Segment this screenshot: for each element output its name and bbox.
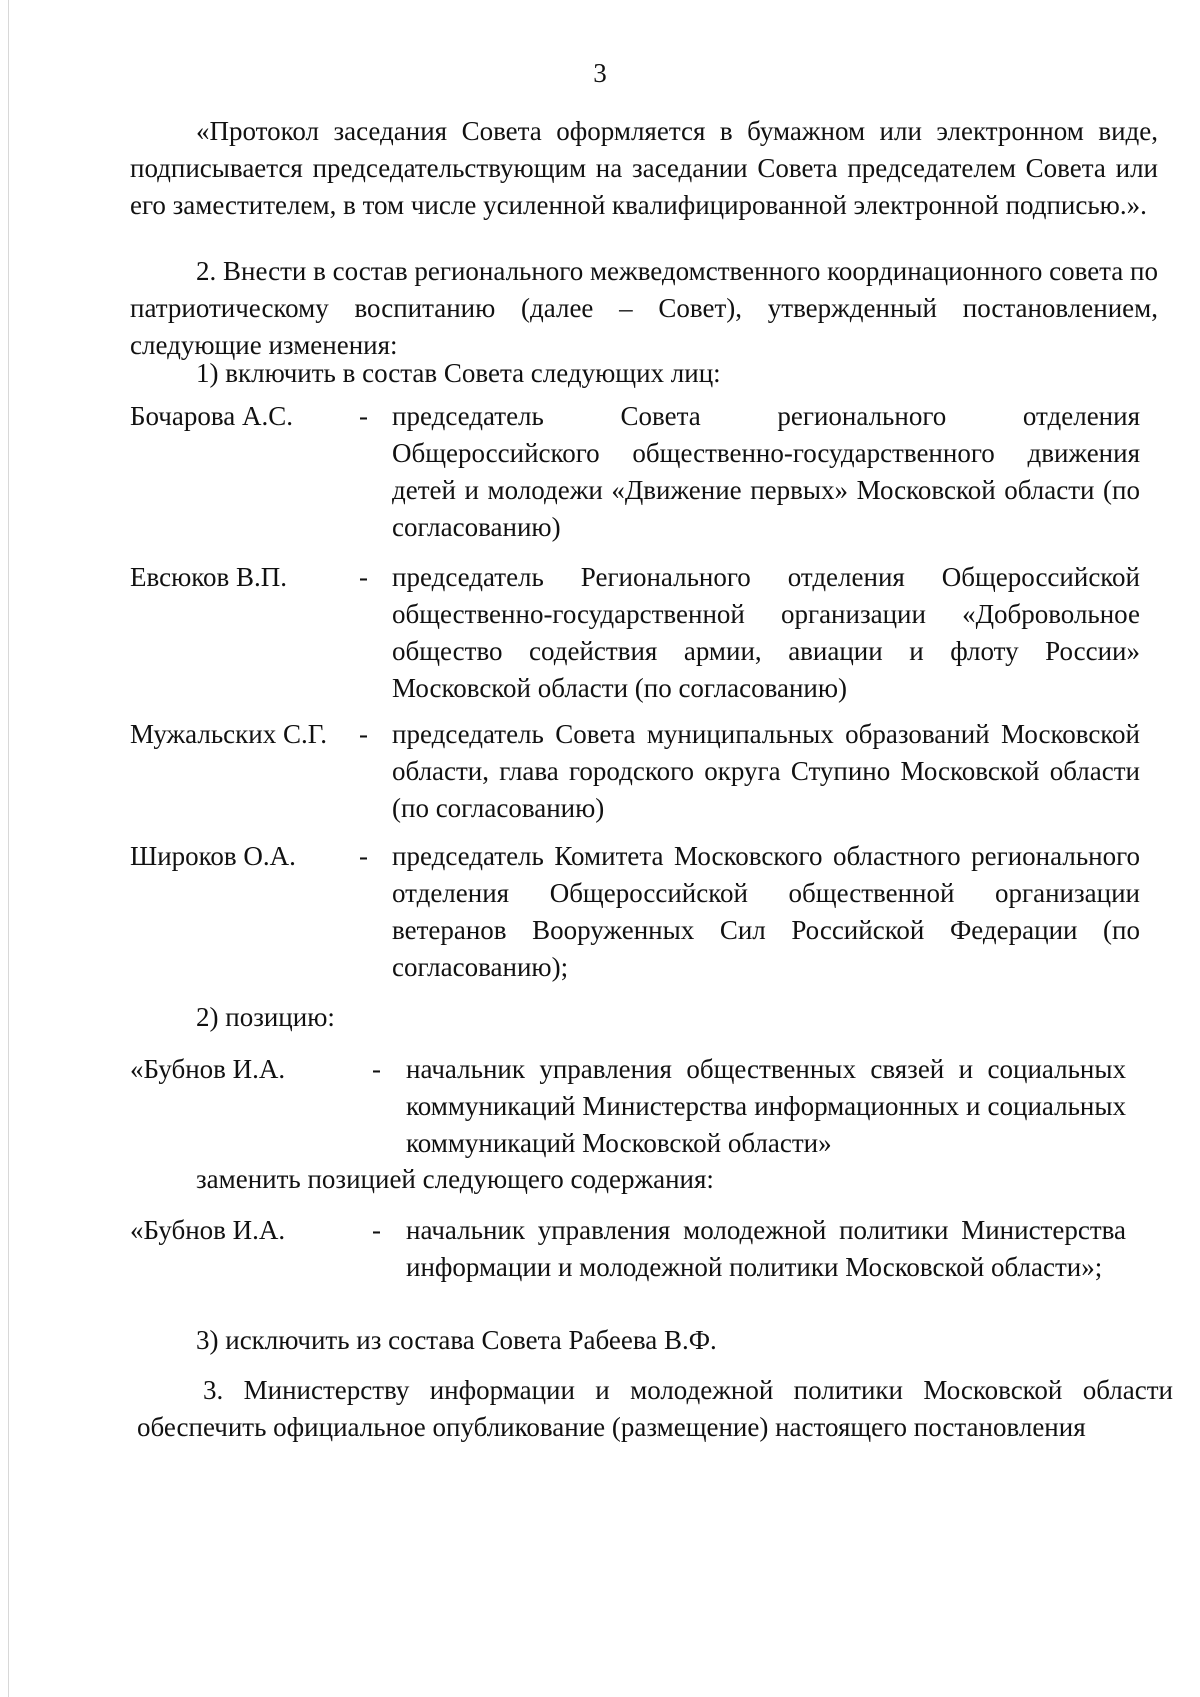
member-description: председатель Совета регионального отделения Общероссийского общественно-государственного движения детей и молодежи «Движение первых» Московской области (по согласованию)	[392, 401, 1140, 542]
position-dash: -	[372, 1215, 381, 1245]
position-description: начальник управления общественных связей и социальных коммуникаций Министерства информационных и социальных коммуникаций Московской области»	[406, 1054, 1126, 1158]
member-description: председатель Совета муниципальных образований Московской области, глава городского округа Ступино Московской области (по согласованию)	[392, 719, 1140, 823]
paragraph-exclude: 3) исключить из состава Совета Рабеева В.Ф.	[196, 1325, 717, 1355]
member-description: председатель Регионального отделения Общероссийской общественно-государственной организации «Добровольное общество содействия армии, авиации и флоту России» Московской области (по согласованию)	[392, 562, 1140, 703]
member-description: председатель Комитета Московского областного регионального отделения Общероссийской общественной организации ветеранов Вооруженных Сил Российской Федерации (по согласованию);	[392, 841, 1140, 982]
paragraph-position-intro: 2) позицию:	[196, 1002, 335, 1032]
paragraph-protocol: «Протокол заседания Совета оформляется в бумажном или электронном виде, подписывается председательствующим на заседании Совета председателем Совета или его заместителем, в том числе усиленной квалифицированной электронной подписью.».	[130, 116, 1158, 220]
paragraph-item-3: 3. Министерству информации и молодежной политики Московской области обеспечить официальное опубликование (размещение) настоящего постановления	[137, 1375, 1173, 1442]
page-edge-line	[8, 0, 9, 1697]
member-dash: -	[359, 841, 368, 871]
paragraph-replace-intro: заменить позицией следующего содержания:	[196, 1164, 714, 1194]
member-name: Широков О.А.	[130, 841, 296, 871]
member-name: Мужальских С.Г.	[130, 719, 328, 749]
member-dash: -	[359, 562, 368, 592]
paragraph-include-intro: 1) включить в состав Совета следующих лиц:	[196, 358, 721, 388]
position-dash: -	[372, 1054, 381, 1084]
position-name: «Бубнов И.А.	[130, 1054, 286, 1084]
member-dash: -	[359, 401, 368, 431]
member-dash: -	[359, 719, 368, 749]
member-name: Бочарова А.С.	[130, 401, 294, 431]
position-name: «Бубнов И.А.	[130, 1215, 286, 1245]
page-number: 3	[593, 58, 607, 88]
paragraph-item-2: 2. Внести в состав регионального межведомственного координационного совета по патриотическому воспитанию (далее – Совет), утвержденный постановлением, следующие изменения:	[130, 256, 1158, 360]
position-description: начальник управления молодежной политики Министерства информации и молодежной политики Московской области»;	[406, 1215, 1126, 1282]
member-name: Евсюков В.П.	[130, 562, 287, 592]
